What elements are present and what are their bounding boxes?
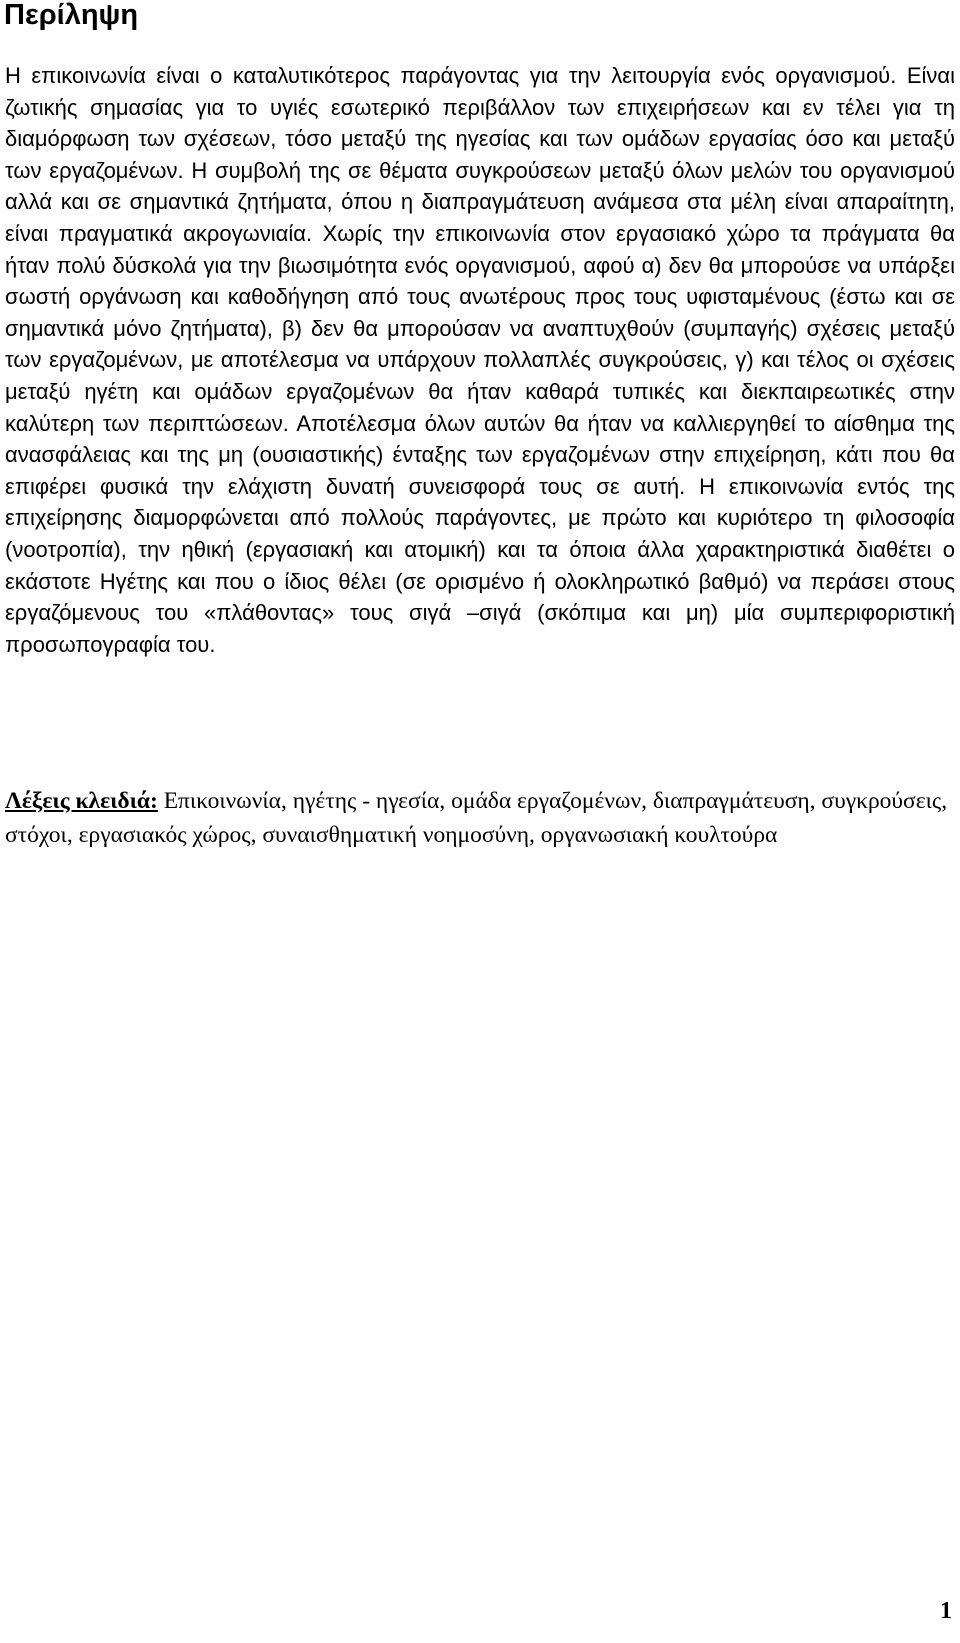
keywords-text: Επικοινωνία, ηγέτης - ηγεσία, ομάδα εργαζομένων, διαπραγμάτευση, συγκρούσεις, στόχοι, εργασιακός χώρος, συναισθηματική νοημοσύνη, οργανωσιακή κουλτούρα: [5, 788, 948, 848]
section-heading: Περίληψη: [4, 0, 139, 31]
abstract-paragraph: Η επικοινωνία είναι ο καταλυτικότερος παράγοντας για την λειτουργία ενός οργανισμού. Είναι ζωτικής σημασίας για το υγιές εσωτερικό περιβάλλον των επιχειρήσεων και εν τέλει για τη διαμόρφωση των σχέσεων, τόσο μεταξύ της ηγεσίας και των ομάδων εργασίας όσο και μεταξύ των εργαζομένων. Η συμβολή της σε θέματα συγκρούσεων μεταξύ όλων μελών του οργανισμού αλλά και σε σημαντικά ζητήματα, όπου η διαπραγμάτευση ανάμεσα στα μέλη είναι απαραίτητη, είναι πραγματικά ακρογωνιαία. Χωρίς την επικοινωνία στον εργασιακό χώρο τα πράγματα θα ήταν πολύ δύσκολά για την βιωσιμότητα ενός οργανισμού, αφού α) δεν θα μπορούσε να υπάρξει σωστή οργάνωση και καθοδήγηση από τους ανωτέρους προς τους υφισταμένους (έστω και σε σημαντικά μόνο ζητήματα), β) δεν θα μπορούσαν να αναπτυχθούν (συμπαγής) σχέσεις μεταξύ των εργαζομένων, με αποτέλεσμα να υπάρχουν πολλαπλές συγκρούσεις, γ) και τέλος οι σχέσεις μεταξύ ηγέτη και ομάδων εργαζομένων θα ήταν καθαρά τυπικές και διεκπαιρεωτικές στην καλύτερη των περιπτώσεων. Αποτέλεσμα όλων αυτών θα ήταν να καλλιεργηθεί το αίσθημα της ανασφάλειας και της μη (ουσιαστικής) ένταξης των εργαζομένων στην επιχείρηση, κάτι που θα επιφέρει φυσικά την ελάχιστη δυνατή συνεισφορά τους σε αυτή. Η επικοινωνία εντός της επιχείρησης διαμορφώνεται από πολλούς παράγοντες, με πρώτο και κυριότερο τη φιλοσοφία (νοοτροπία), την ηθική (εργασιακή και ατομική) και τα όποια άλλα χαρακτηριστικά διαθέτει ο εκάστοτε Ηγέτης και που ο ίδιος θέλει (σε ορισμένο ή ολοκληρωτικό βαθμό) να περάσει στους εργαζόμενους του «πλάθοντας» τους σιγά –σιγά (σκόπιμα και μη) μία συμπεριφοριστική προσωπογραφία του.: [5, 63, 955, 657]
keywords-paragraph: [5, 784, 955, 852]
page-number: 1: [940, 1598, 952, 1624]
keywords-label: Λέξεις κλειδιά:: [5, 788, 158, 814]
